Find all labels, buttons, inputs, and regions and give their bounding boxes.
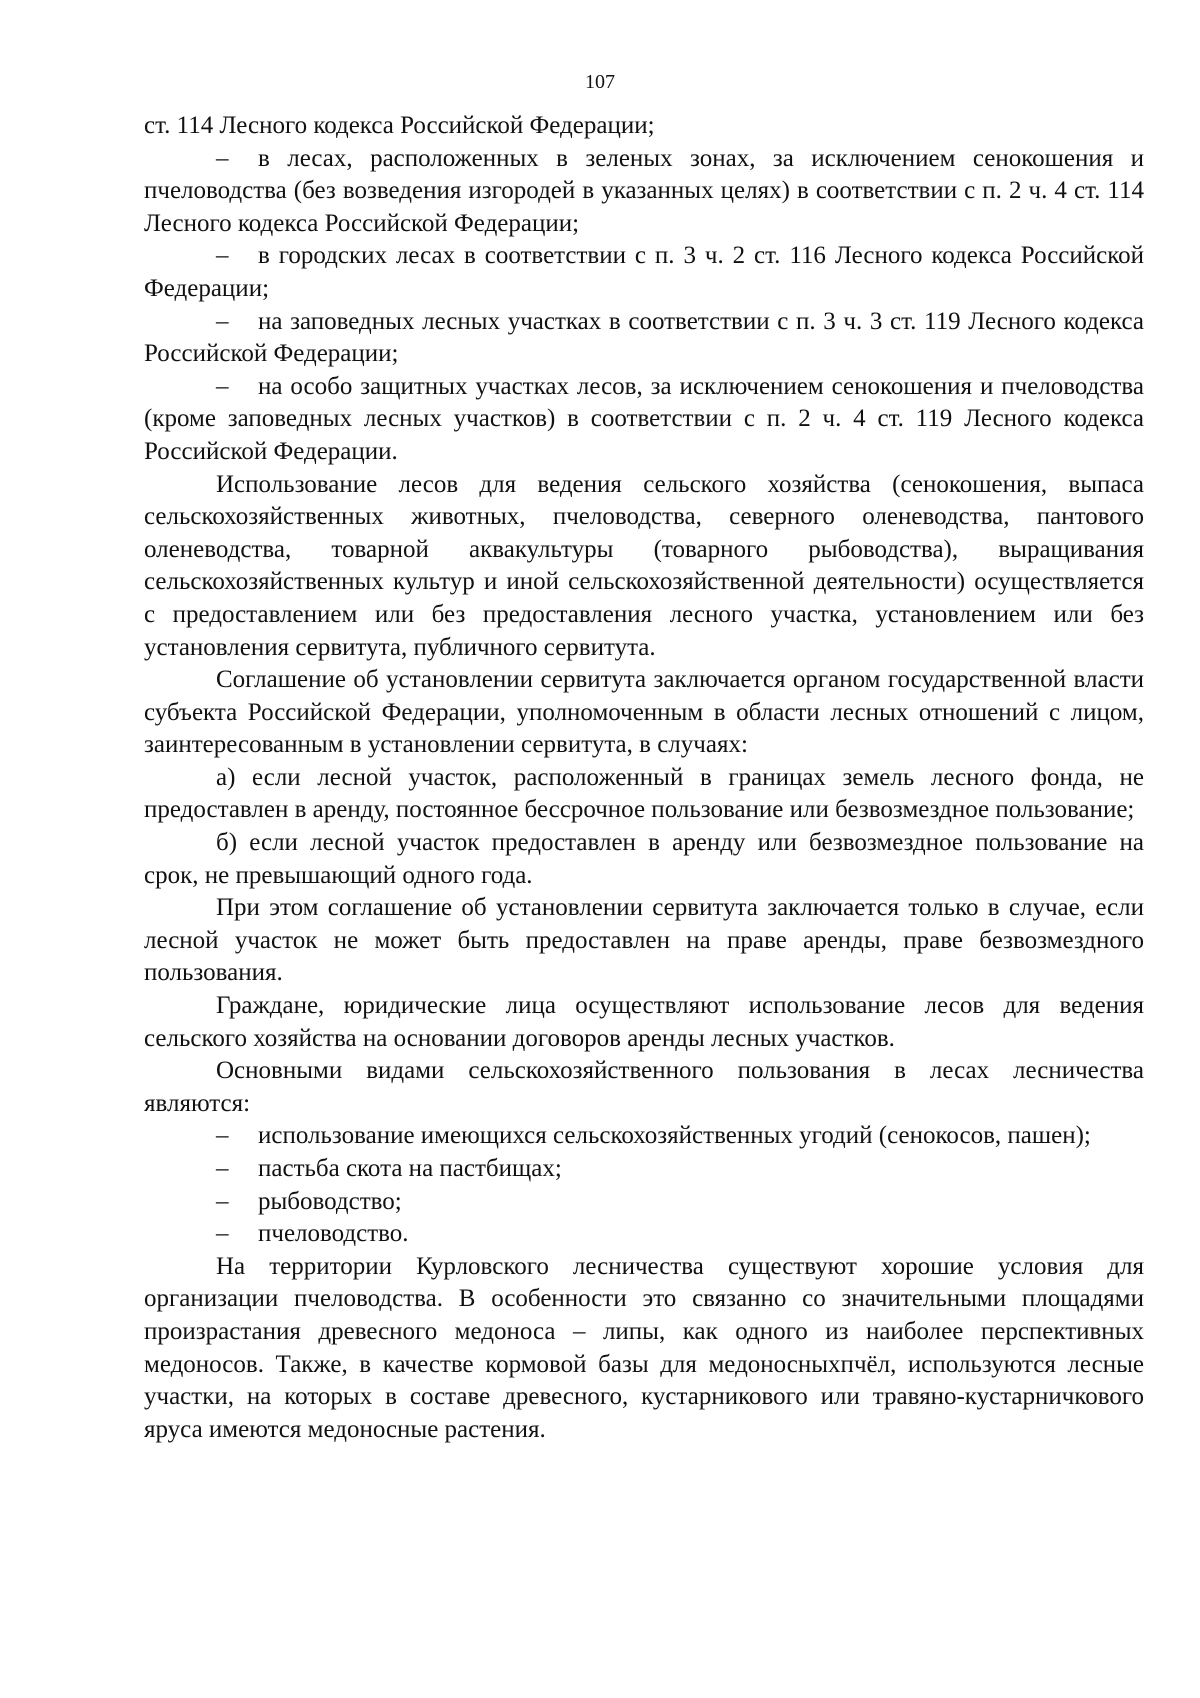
list-item-text: пастьба скота на пастбищах; (258, 1155, 562, 1182)
list-item (144, 1218, 1144, 1251)
paragraph: На территории Курловского лесничества существуют хорошие условия для организации пчеловодства. В особенности это связанно со значительными площадями произрастания древесного медоноса – липы, как одного из наиболее перспективных медоносов. Также, в качестве кормовой базы для медоносныхпчёл, используются лесные участки, на которых в составе древесного, кустарникового или травяно-кустарничкового яруса имеются медоносные растения. (144, 1252, 1144, 1443)
document-body (144, 110, 1144, 1446)
list-item-text: в городских лесах в соответствии с п. 3 ч. 2 ст. 116 Лесного кодекса Российской Федерации; (144, 242, 1144, 302)
list-item (144, 371, 1144, 469)
paragraph: При этом соглашение об установлении сервитута заключается только в случае, если лесной участок не может быть предоставлен на праве аренды, праве безвозмездного пользования. (144, 894, 1144, 987)
dash-bullet: – (216, 144, 229, 172)
list-item-text: на особо защитных участках лесов, за исключением сенокошения и пчеловодства (кроме заповедных лесных участков) в соответствии с п. 2 ч. 4 ст. 119 Лесного кодекса Российской Федерации. (144, 372, 1144, 465)
dash-bullet: – (216, 307, 229, 335)
dash-bullet: – (216, 242, 229, 270)
paragraph: Соглашение об установлении сервитута заключается органом государственной власти субъекта Российской Федерации, уполномоченным в области лесных отношений с лицом, заинтересованным в установлении сервитута, в случаях: (144, 666, 1144, 759)
list-item (144, 240, 1144, 305)
list-item-text: пчеловодство. (258, 1220, 409, 1248)
list-item (144, 1186, 1144, 1219)
dash-bullet: – (216, 372, 229, 400)
dash-bullet: – (216, 1155, 229, 1182)
list-item-text: на заповедных лесных участках в соответствии с п. 3 ч. 3 ст. 119 Лесного кодекса Российской Федерации; (144, 307, 1144, 368)
dash-bullet: – (216, 1122, 229, 1150)
page-number: 107 (585, 71, 615, 93)
list-item (144, 306, 1144, 371)
paragraph: Основными видами сельскохозяйственного пользования в лесах лесничества являются: (144, 1057, 1144, 1117)
paragraph: б) если лесной участок предоставлен в аренду или безвозмездное пользование на срок, не превышающий одного года. (144, 829, 1144, 889)
list-item (144, 143, 1144, 241)
list-item-text: рыбоводство; (258, 1187, 402, 1215)
list-item-text: использование имеющихся сельскохозяйственных угодий (сенокосов, пашен); (258, 1122, 1091, 1150)
paragraph: а) если лесной участок, расположенный в границах земель лесного фонда, не предоставлен в аренду, постоянное бессрочное пользование или безвозмездное пользование; (144, 763, 1144, 824)
dash-bullet: – (216, 1187, 229, 1215)
paragraph (144, 110, 1144, 143)
paragraph: Граждане, юридические лица осуществляют использование лесов для ведения сельского хозяйства на основании договоров аренды лесных участков. (144, 992, 1144, 1052)
paragraph: Использование лесов для ведения сельского хозяйства (сенокошения, выпаса сельскохозяйственных животных, пчеловодства, северного оленеводства, пантового оленеводства, товарной аквакультуры (товарного рыбоводства), выращивания сельскохозяйственных культур и иной сельскохозяйственной деятельности) осуществляется с предоставлением или без предоставления лесного участка, установлением или без установления сервитута, публичного сервитута. (144, 470, 1144, 661)
list-item-text: в лесах, расположенных в зеленых зонах, за исключением сенокошения и пчеловодства (без возведения изгородей в указанных целях) в соответствии с п. 2 ч. 4 ст. 114 Лесного кодекса Российской Федерации; (144, 144, 1144, 237)
paragraph-text: ст. 114 Лесного кодекса Российской Федерации; (144, 112, 655, 139)
list-item (144, 1120, 1144, 1153)
list-item (144, 1153, 1144, 1186)
dash-bullet: – (216, 1220, 229, 1248)
